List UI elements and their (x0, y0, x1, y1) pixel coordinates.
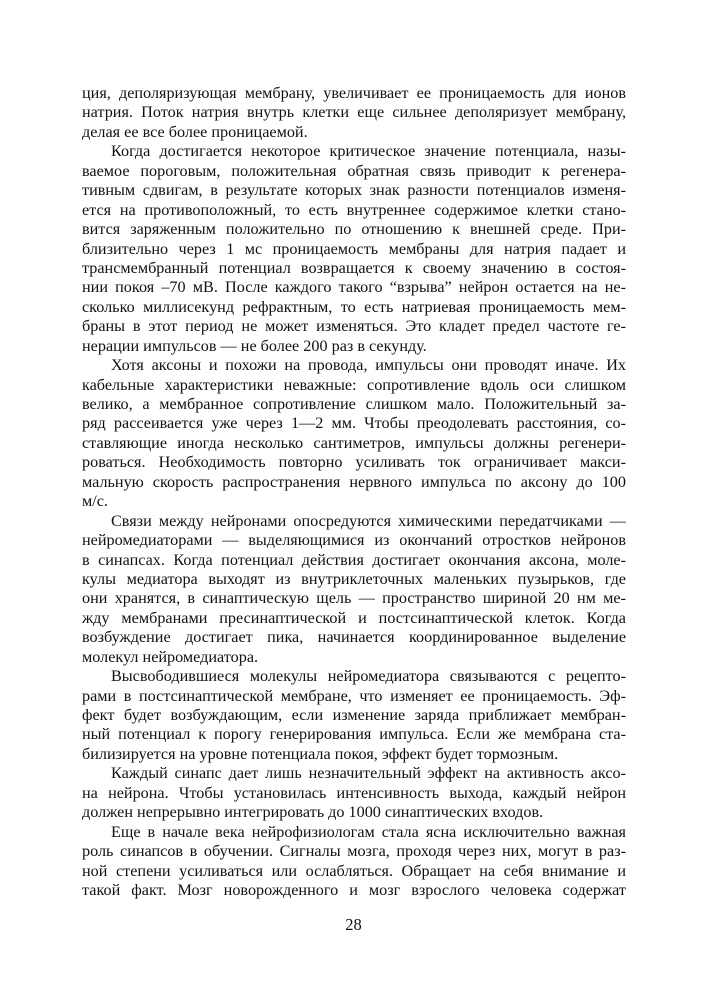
text-line: ный потенциал к порогу генерирования импульса. Если же мембрана ста- (82, 725, 626, 744)
text-line: молекул нейромедиатора. (82, 647, 259, 666)
paragraph (82, 84, 626, 142)
text-line: роль синапсов в обучении. Сигналы мозга, проходя через них, могут в раз- (82, 842, 626, 861)
text-line: ция, деполяризующая мембрану, увеличивает ее проницаемость для ионов (82, 84, 626, 102)
body-text (82, 84, 626, 900)
text-line: фект будет возбуждающим, если изменение заряда приближает мембран- (82, 706, 626, 724)
text-line: ной степени усиливаться или ослабляться. Обращает на себя внимание и (82, 861, 626, 880)
text-line: кулы медиатора выходят из внутриклеточных маленьких пузырьков, где (82, 569, 626, 588)
text-line: рами в постсинаптической мембране, что изменяет ее проницаемость. Эф- (82, 686, 626, 705)
paragraph (82, 667, 626, 764)
page-number: 28 (345, 915, 362, 934)
text-line: ется на противоположный, то есть внутреннее содержимое клетки стано- (82, 200, 626, 219)
text-line: ваемое пороговым, положительная обратная связь приводит к регенера- (82, 161, 626, 180)
text-line: Высвободившиеся молекулы нейромедиатора связываются с рецепто- (111, 667, 626, 686)
text-line: трансмембранный потенциал возвращается к своему значению в состоя- (82, 258, 626, 277)
text-line: нейромедиаторами — выделяющимися из окончаний отростков нейронов (82, 531, 626, 550)
text-line: билизируется на уровне потенциала покоя, эффект будет тормозным. (82, 744, 559, 763)
paragraph (82, 142, 626, 356)
text-line: Связи между нейронами опосредуются химическими передатчиками — (111, 511, 626, 530)
paragraph (82, 512, 626, 668)
text-line: нерации импульсов — не более 200 раз в секунду. (82, 336, 427, 355)
text-line: в синапсах. Когда потенциал действия достигает окончания аксона, моле- (82, 550, 626, 569)
text-line: такой факт. Мозг новорожденного и мозг взрослого человека содержат (82, 880, 626, 899)
text-line: роваться. Необходимость повторно усиливать ток ограничивает макси- (82, 453, 626, 472)
text-line: жду мембранами пресинаптической и постсинаптической клеток. Когда (82, 608, 626, 627)
text-line: Когда достигается некоторое критическое значение потенциала, назы- (111, 142, 626, 161)
text-line: кабельные характеристики неважные: сопротивление вдоль оси слишком (82, 375, 626, 394)
text-line: возбуждение достигает пика, начинается координированное выделение (82, 628, 626, 647)
text-line: натрия. Поток натрия внутрь клетки еще сильнее деполяризует мембрану, (82, 103, 626, 122)
text-line: Еще в начале века нейрофизиологам стала ясна исключительно важная (111, 822, 626, 841)
text-line: мальную скорость распространения нервного импульса по аксону до 100 (82, 472, 626, 491)
text-line: Хотя аксоны и похожи на провода, импульсы они проводят иначе. Их (111, 356, 626, 375)
text-line: нии покоя –70 мВ. После каждого такого “взрыва” нейрон остается на не- (82, 278, 626, 297)
paragraph (82, 823, 626, 901)
paragraph (82, 356, 626, 512)
text-line: близительно через 1 мс проницаемость мембраны для натрия падает и (82, 239, 626, 258)
text-line: ряд рассеивается уже через 1—2 мм. Чтобы преодолевать расстояния, со- (82, 414, 626, 433)
text-line: Каждый синапс дает лишь незначительный эффект на активность аксо- (111, 764, 626, 783)
text-line: сколько миллисекунд рефрактным, то есть натриевая проницаемость мем- (82, 297, 626, 316)
text-line: ставляющие иногда несколько сантиметров, импульсы должны регенери- (82, 433, 626, 452)
text-line: м/с. (82, 492, 108, 511)
text-line: они хранятся, в синаптическую щель — пространство шириной 20 нм ме- (82, 589, 626, 608)
text-line: на нейрона. Чтобы установилась интенсивность выхода, каждый нейрон (82, 783, 626, 802)
paragraph (82, 764, 626, 822)
text-line: вится заряженным положительно по отношению к внешней среде. При- (82, 220, 626, 239)
text-line: делая ее все более проницаемой. (82, 122, 308, 141)
text-line: браны в этот период не может изменяться. Это кладет предел частоте ге- (82, 317, 626, 336)
text-line: велико, а мембранное сопротивление слишком мало. Положительный за- (82, 395, 626, 413)
text-line: тивным сдвигам, в результате которых знак разности потенциалов изменя- (82, 181, 626, 200)
text-line: должен непрерывно интегрировать до 1000 синаптических входов. (82, 803, 544, 822)
